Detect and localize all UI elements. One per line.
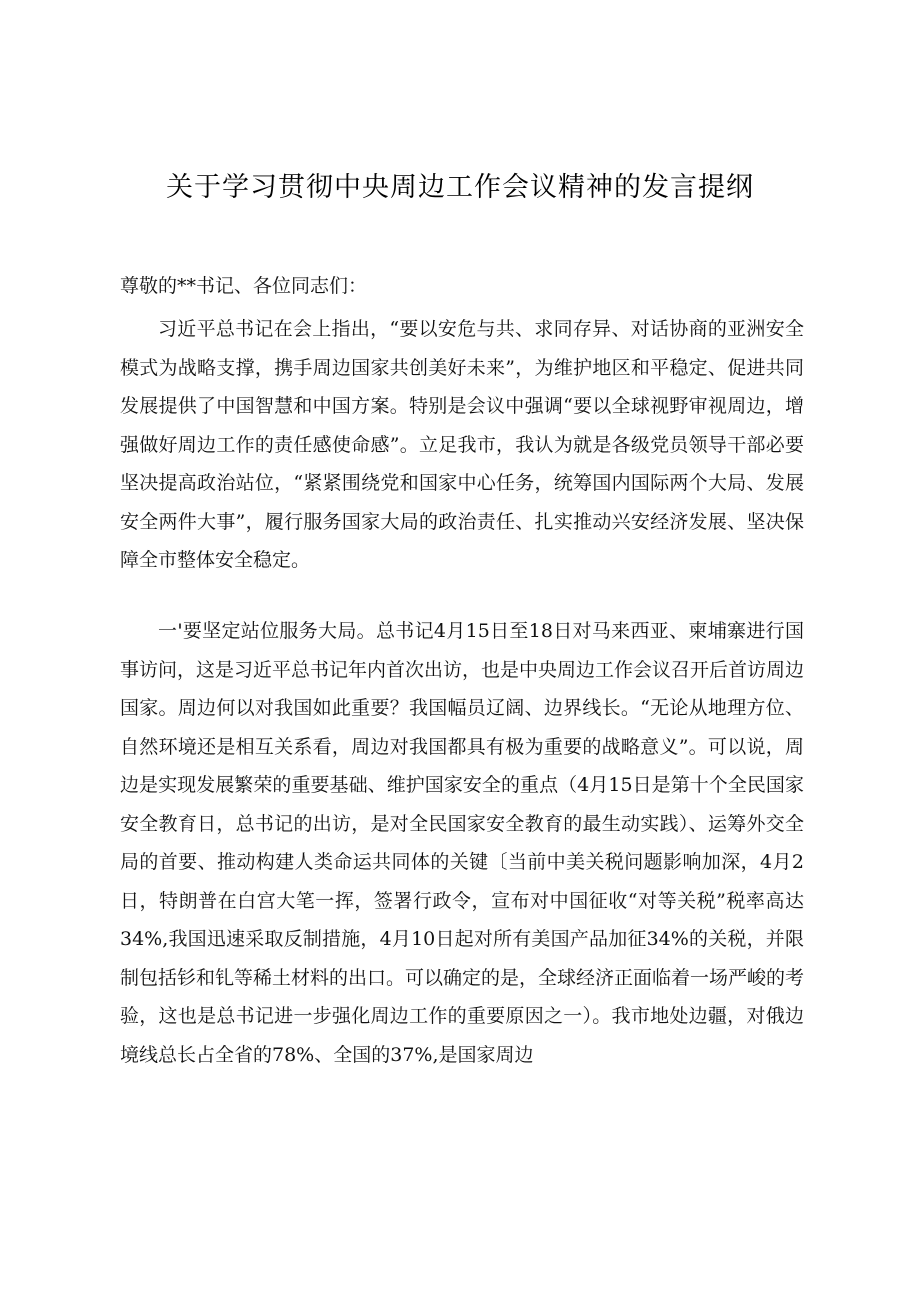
greeting: 尊敬的**书记、各位同志们：: [120, 275, 368, 297]
paragraph-1: 习近平总书记在会上指出，“要以安危与共、求同存异、对话协商的亚洲安全模式为战略支撑，携手周边国家共创美好未来”，为维护地区和平稳定、促进共同发展提供了中国智慧和中国方案。特别是会议中强调“要以全球视野审视周边，增强做好周边工作的责任感使命感”。立足我市，我认为就是各级党员领导干部必要坚决提高政治站位，“紧紧围绕党和国家中心任务，统筹国内国际两个大局、发展安全两件大事”，履行服务国家大局的政治责任、扎实推动兴安经济发展、坚决保障全市整体安全稳定。: [120, 318, 804, 571]
paragraph-2: [120, 612, 804, 1074]
paragraph-2-body: 总书记4月15日至18日对马来西亚、柬埔寨进行国事访问，这是习近平总书记年内首次出访，也是中央周边工作会议召开后首访周边国家。周边何以对我国如此重要？我国幅员辽阔、边界线长。“无论从地理方位、自然环境还是相互关系看，周边对我国都具有极为重要的战略意义”。可以说，周边是实现发展繁荣的重要基础、维护国家安全的重点（4月15日是第十个全民国家安全教育日，总书记的出访，是对全民国家安全教育的最生动实践）、运筹外交全局的首要、推动构建人类命运共同体的关键〔当前中美关税问题影响加深，4月2日，特朗普在白宫大笔一挥，签署行政令，宣布对中国征收“对等关税”税率高达34%,我国迅速采取反制措施，4月10日起对所有美国产品加征34%的关税，并限制包括钐和钆等稀土材料的出口。可以确定的是，全球经济正面临着一场严峻的考验，这也是总书记进一步强化周边工作的重要原因之一）。我市地处边疆，对俄边境线总长占全省的78%、全国的37%,是国家周边: [120, 620, 805, 1066]
section-heading: 一'要坚定站位服务大局。: [158, 620, 376, 642]
document-title: 关于学习贯彻中央周边工作会议精神的发言提纲: [166, 172, 754, 203]
